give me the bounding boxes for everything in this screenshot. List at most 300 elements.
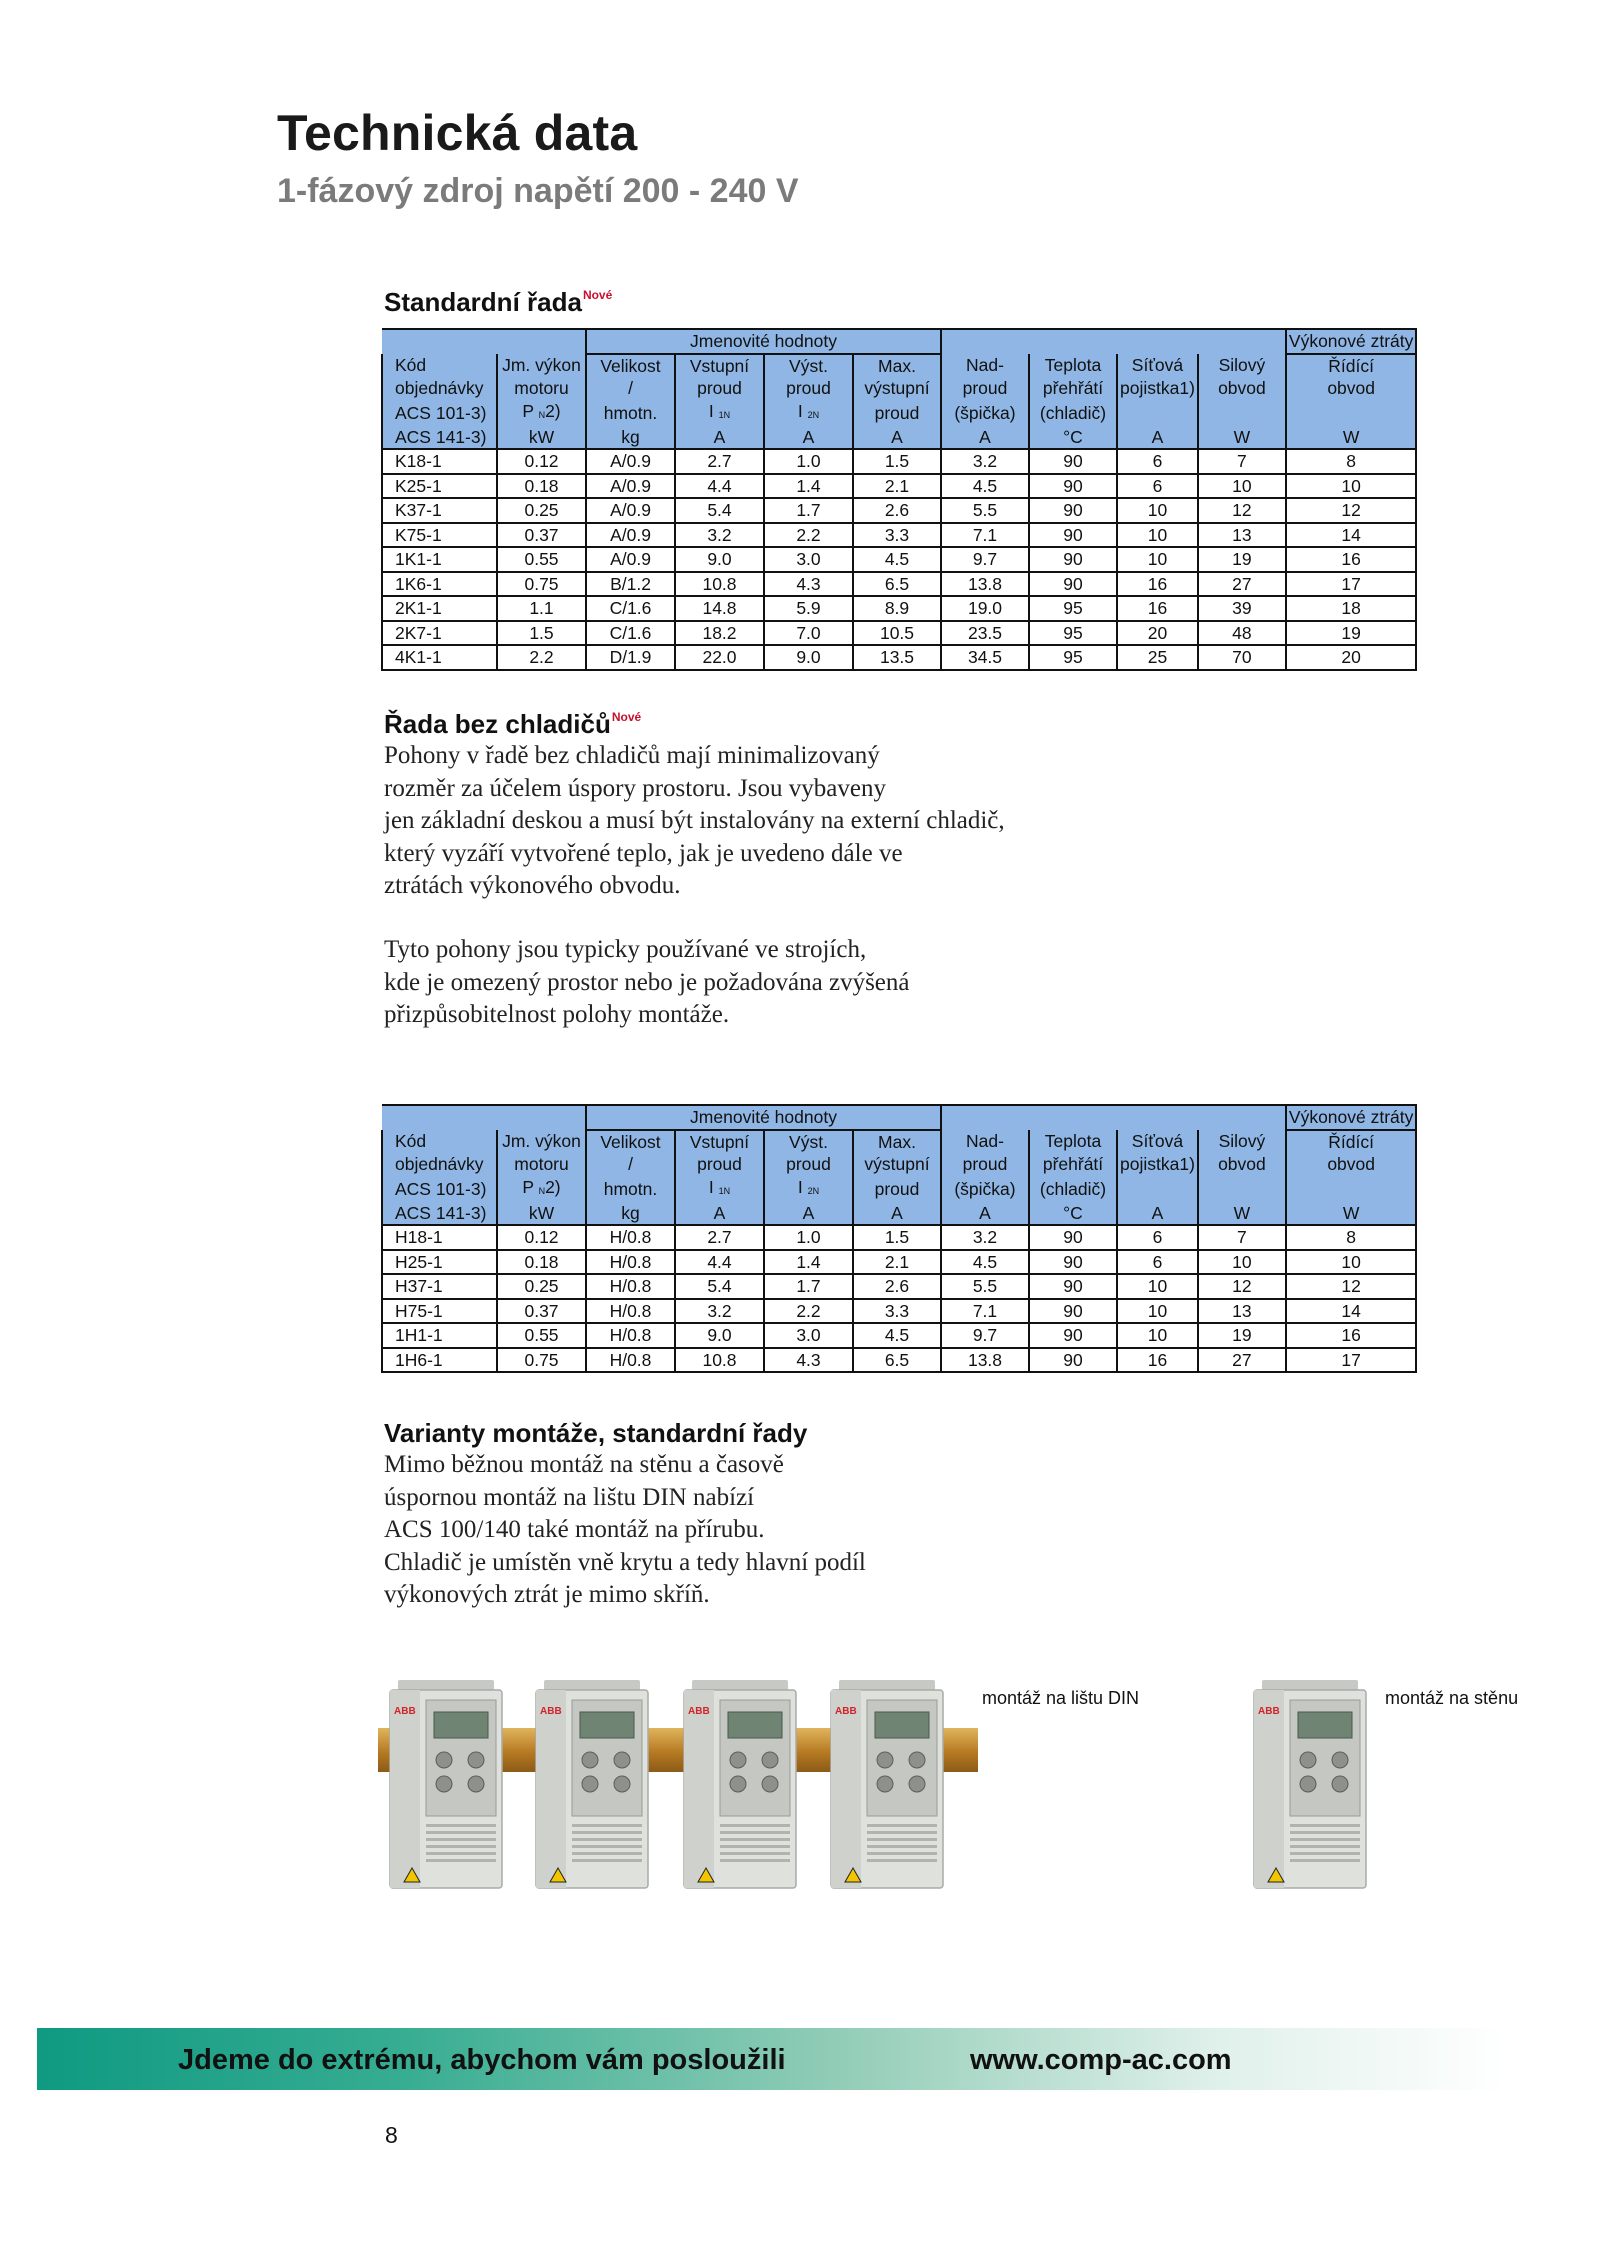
text-line: ACS 100/140 také montáž na přírubu. [384, 1516, 765, 1543]
header-cell-overcurrent: (špička) [941, 400, 1029, 426]
footnote-ref: 3) [470, 1178, 487, 1199]
table-cell: 90 [1029, 474, 1117, 499]
table-cell: 1.5 [853, 1225, 941, 1250]
table-cell: 10 [1286, 1250, 1417, 1275]
display [580, 1712, 634, 1738]
table-cell: D/1.9 [586, 645, 675, 670]
table-cell: 10 [1198, 1250, 1286, 1275]
header-row [382, 1105, 1416, 1130]
wall-mounting-caption: montáž na stěnu [1385, 1688, 1519, 1708]
header-cell [1198, 1105, 1286, 1130]
table-cell: A/0.9 [586, 449, 675, 474]
keypad-button [468, 1752, 484, 1768]
table-row [382, 596, 1416, 621]
table-row [382, 474, 1416, 499]
header-cell-power-loss: obvod [1198, 1153, 1286, 1176]
header-cell-power: Jm. výkon [497, 354, 586, 378]
header-cell-power-loss: W [1198, 1202, 1286, 1226]
header-cell [1029, 329, 1117, 354]
table-cell: 34.5 [941, 645, 1029, 670]
page-subtitle: 1-fázový zdroj napětí 200 - 240 V [277, 172, 799, 210]
new-badge: Nové [582, 288, 613, 303]
table-cell: 8 [1286, 449, 1417, 474]
text-line: přizpůsobitelnost polohy montáže. [384, 1001, 730, 1028]
din-rail-mounting-image [378, 1680, 978, 1900]
table-cell: 5.9 [764, 596, 853, 621]
header-row [382, 1176, 1416, 1202]
order-code-cell: H75-1 [382, 1299, 497, 1324]
table-cell: 4.3 [764, 572, 853, 597]
group-header-nominal: Jmenovité hodnoty [586, 329, 941, 354]
text-line: ztrátách výkonového obvodu. [384, 872, 681, 899]
vent-slot [720, 1824, 790, 1827]
table-cell: 5.5 [941, 498, 1029, 523]
table-cell: 19 [1286, 621, 1417, 646]
table-cell: H/0.8 [586, 1250, 675, 1275]
table-cell: 2.7 [675, 1225, 764, 1250]
header-cell [1117, 329, 1198, 354]
keypad-button [1300, 1752, 1316, 1768]
vent-slot [867, 1838, 937, 1841]
vent-slot [426, 1852, 496, 1855]
footnote-ref: 2) [545, 1176, 561, 1197]
table-row [382, 547, 1416, 572]
table-cell: A/0.9 [586, 547, 675, 572]
table-cell: 0.55 [497, 1323, 586, 1348]
header-cell-max: výstupní [853, 377, 941, 400]
vent-slot [1290, 1838, 1360, 1841]
group-header-losses: Výkonové ztráty [1286, 1105, 1417, 1130]
table-cell: 16 [1117, 1348, 1198, 1373]
table-cell: H/0.8 [586, 1323, 675, 1348]
brand-logo: ABB [1258, 1706, 1280, 1717]
table-body [382, 449, 1416, 670]
order-code-cell: H18-1 [382, 1225, 497, 1250]
table-cell: 6.5 [853, 1348, 941, 1373]
header-cell-code: ACS 101-3) [382, 400, 497, 426]
table-cell: 3.2 [941, 1225, 1029, 1250]
table-cell: 4.5 [941, 474, 1029, 499]
text-line: kde je omezený prostor nebo je požadována zvýšená [384, 968, 910, 996]
header-cell-fuse: Síťová [1117, 354, 1198, 378]
table-cell: 6 [1117, 449, 1198, 474]
table-cell: 3.3 [853, 523, 941, 548]
header-cell-size: hmotn. [586, 400, 675, 426]
table-cell: 4.4 [675, 474, 764, 499]
drive-unit [534, 1680, 650, 1895]
header-cell-temp: Teplota [1029, 354, 1117, 378]
header-row [382, 1153, 1416, 1176]
header-cell-temp: (chladič) [1029, 400, 1117, 426]
table-cell: 1.0 [764, 449, 853, 474]
footnote-ref: 3) [470, 426, 487, 447]
table-cell: 10 [1117, 1299, 1198, 1324]
header-cell-fuse [1117, 400, 1198, 426]
order-code-cell: 1K6-1 [382, 572, 497, 597]
header-cell-power-loss: Silový [1198, 1130, 1286, 1154]
table-cell: 0.55 [497, 547, 586, 572]
table-cell: A/0.9 [586, 474, 675, 499]
header-cell [1198, 329, 1286, 354]
header-cell-temp: °C [1029, 1202, 1117, 1226]
header-cell-input: I 1N [675, 1176, 764, 1202]
group-header-losses: Výkonové ztráty [1286, 329, 1417, 354]
table-cell: 17 [1286, 1348, 1417, 1373]
table-body [382, 1225, 1416, 1372]
text-line: Tyto pohony jsou typicky používané ve strojích, [384, 936, 867, 963]
header-cell-fuse: A [1117, 1202, 1198, 1226]
order-code-cell: K37-1 [382, 498, 497, 523]
table-cell: 8 [1286, 1225, 1417, 1250]
table-cell: 7.0 [764, 621, 853, 646]
text-line: úspornou montáž na lištu DIN nabízí [384, 1483, 755, 1511]
table-cell: 90 [1029, 547, 1117, 572]
header-cell-overcurrent: Nad- [941, 354, 1029, 378]
drive-unit [682, 1680, 798, 1895]
header-cell-temp: Teplota [1029, 1130, 1117, 1154]
table-cell: 90 [1029, 1250, 1117, 1275]
header-cell [497, 329, 586, 354]
text-line: jen základní deskou a musí být instalovány na externí chladič, [384, 807, 1005, 834]
keypad-button [730, 1776, 746, 1792]
keypad-button [436, 1752, 452, 1768]
wall-mounting-image [1250, 1680, 1390, 1900]
table-cell: H/0.8 [586, 1225, 675, 1250]
header-cell-temp: přehřátí [1029, 377, 1117, 400]
brand-logo: ABB [688, 1706, 710, 1717]
subscript: 2N [807, 409, 820, 420]
table-cell: 48 [1198, 621, 1286, 646]
table-cell: 22.0 [675, 645, 764, 670]
table-cell: 1.5 [497, 621, 586, 646]
table-row [382, 1274, 1416, 1299]
table-cell: 6.5 [853, 572, 941, 597]
new-badge: Nové [611, 710, 642, 725]
table-cell: 9.7 [941, 547, 1029, 572]
table-cell: 9.0 [675, 1323, 764, 1348]
table-row [382, 1299, 1416, 1324]
header-cell-input: proud [675, 1153, 764, 1176]
table-header [382, 1105, 1416, 1225]
header-cell-code: ACS 141-3) [382, 426, 497, 450]
header-cell-max: Max. [853, 354, 941, 378]
keypad-button [582, 1776, 598, 1792]
table-cell: 0.18 [497, 474, 586, 499]
header-cell-code: objednávky [382, 377, 497, 400]
table-cell: 0.37 [497, 1299, 586, 1324]
header-cell-overcurrent: proud [941, 1153, 1029, 1176]
footnote-ref: 1) [1179, 1154, 1195, 1175]
vent-slot [572, 1845, 642, 1848]
order-code-cell: 1K1-1 [382, 547, 497, 572]
header-cell-output: I 2N [764, 1176, 853, 1202]
table-cell: 4.3 [764, 1348, 853, 1373]
header-row [382, 354, 1416, 378]
text-line: výkonových ztrát je mimo skříň. [384, 1581, 710, 1608]
keypad-button [909, 1776, 925, 1792]
table-cell: 10 [1286, 474, 1417, 499]
table-header [382, 329, 1416, 449]
subscript: 1N [718, 409, 731, 420]
table-cell: 10.8 [675, 1348, 764, 1373]
header-cell-code: ACS 141-3) [382, 1202, 497, 1226]
table-cell: 7.1 [941, 1299, 1029, 1324]
header-cell-input: proud [675, 377, 764, 400]
table-row [382, 449, 1416, 474]
section-standard-heading-text: Standardní řada [384, 287, 582, 317]
header-cell-size: / [586, 377, 675, 400]
footer-slogan: Jdeme do extrému, abychom vám posloužili [178, 2044, 786, 2076]
drive-illustration [682, 1680, 798, 1890]
group-header-nominal: Jmenovité hodnoty [586, 1105, 941, 1130]
order-code-cell: 1H1-1 [382, 1323, 497, 1348]
vent-slot [572, 1838, 642, 1841]
text-line: který vyzáří vytvořené teplo, jak je uvedeno dále ve [384, 839, 903, 867]
footnote-ref: 1) [1179, 378, 1195, 399]
table-cell: 3.2 [675, 1299, 764, 1324]
order-code-cell: 2K7-1 [382, 621, 497, 646]
section-standard-heading [384, 287, 612, 318]
table-cell: 1.5 [853, 449, 941, 474]
table-cell: 10 [1117, 1274, 1198, 1299]
vent-slot [867, 1831, 937, 1834]
table-cell: 2.1 [853, 1250, 941, 1275]
table-cell: 39 [1198, 596, 1286, 621]
table-cell: 2.6 [853, 1274, 941, 1299]
vent-slot [1290, 1859, 1360, 1862]
vent-slot [720, 1852, 790, 1855]
table-row [382, 523, 1416, 548]
table-cell: 14.8 [675, 596, 764, 621]
order-code-cell: 4K1-1 [382, 645, 497, 670]
table-cell: 90 [1029, 1274, 1117, 1299]
table-cell: 12 [1286, 1274, 1417, 1299]
header-cell [941, 329, 1029, 354]
page-title: Technická data [277, 105, 638, 161]
header-cell-overcurrent: proud [941, 377, 1029, 400]
vent-slot [867, 1852, 937, 1855]
table-cell: 1.0 [764, 1225, 853, 1250]
vent-slot [867, 1824, 937, 1827]
table-cell: 5.5 [941, 1274, 1029, 1299]
footnote-ref: 2) [545, 400, 561, 421]
header-cell [1029, 1105, 1117, 1130]
order-code-cell: K25-1 [382, 474, 497, 499]
spec-table-heatsinkless [381, 1104, 1417, 1373]
header-cell-power: motoru [497, 1153, 586, 1176]
table-cell: 7 [1198, 449, 1286, 474]
brand-logo: ABB [540, 1706, 562, 1717]
header-cell-max: výstupní [853, 1153, 941, 1176]
table-cell: 16 [1286, 1323, 1417, 1348]
header-cell-fuse [1117, 1176, 1198, 1202]
header-cell-temp: přehřátí [1029, 1153, 1117, 1176]
vent-slot [572, 1831, 642, 1834]
table-cell: 14 [1286, 523, 1417, 548]
table-cell: 10.5 [853, 621, 941, 646]
spec-table-standard [381, 328, 1417, 671]
header-cell-control-loss [1286, 1176, 1417, 1202]
brand-logo: ABB [394, 1706, 416, 1717]
header-cell-power: motoru [497, 377, 586, 400]
table-cell: 13 [1198, 523, 1286, 548]
table-cell: 95 [1029, 596, 1117, 621]
table-cell: 2.2 [764, 523, 853, 548]
header-cell [497, 1105, 586, 1130]
vent-slot [426, 1838, 496, 1841]
table-cell: 95 [1029, 621, 1117, 646]
display [1298, 1712, 1352, 1738]
side-panel [684, 1690, 714, 1888]
vent-slot [572, 1824, 642, 1827]
header-row [382, 1202, 1416, 1226]
table-cell: 16 [1286, 547, 1417, 572]
table-cell: 12 [1286, 498, 1417, 523]
header-cell-fuse: A [1117, 426, 1198, 450]
keypad-button [614, 1752, 630, 1768]
header-cell-size: Velikost [586, 1130, 675, 1154]
header-cell-overcurrent: A [941, 1202, 1029, 1226]
table-cell: 23.5 [941, 621, 1029, 646]
header-cell-power-loss [1198, 1176, 1286, 1202]
header-cell-overcurrent: (špička) [941, 1176, 1029, 1202]
keypad-button [582, 1752, 598, 1768]
section-heatsinkless-heading-text: Řada bez chladičů [384, 709, 611, 739]
header-cell-output: I 2N [764, 400, 853, 426]
vent-slot [720, 1845, 790, 1848]
header-cell-temp: °C [1029, 426, 1117, 450]
mounting-paragraph [384, 1449, 866, 1612]
vent-slot [426, 1831, 496, 1834]
table-cell: 13 [1198, 1299, 1286, 1324]
table-cell: 3.2 [941, 449, 1029, 474]
keypad-button [614, 1776, 630, 1792]
din-mounting-caption: montáž na lištu DIN [982, 1688, 1140, 1708]
table-cell: 17 [1286, 572, 1417, 597]
display [434, 1712, 488, 1738]
table-cell: 3.0 [764, 1323, 853, 1348]
table-cell: H/0.8 [586, 1299, 675, 1324]
order-code-cell: K18-1 [382, 449, 497, 474]
table-cell: 0.18 [497, 1250, 586, 1275]
subscript: 2N [807, 1185, 820, 1196]
keypad-button [436, 1776, 452, 1792]
header-cell-power: P N2) [497, 1176, 586, 1202]
header-cell-fuse: pojistka1) [1117, 1153, 1198, 1176]
header-cell [1117, 1105, 1198, 1130]
table-cell: 12 [1198, 1274, 1286, 1299]
header-cell-output: proud [764, 377, 853, 400]
table-cell: 5.4 [675, 498, 764, 523]
table-cell: 1.4 [764, 474, 853, 499]
table-cell: 19.0 [941, 596, 1029, 621]
table-row [382, 1323, 1416, 1348]
header-cell-size: Velikost [586, 354, 675, 378]
vent-slot [867, 1845, 937, 1848]
table-cell: 4.5 [941, 1250, 1029, 1275]
table-cell: 5.4 [675, 1274, 764, 1299]
drive-unit [388, 1680, 504, 1895]
order-code-cell: 2K1-1 [382, 596, 497, 621]
text-line: Pohony v řadě bez chladičů mají minimalizovaný [384, 742, 880, 769]
table-cell: 95 [1029, 645, 1117, 670]
table-cell: 27 [1198, 572, 1286, 597]
header-cell-control-loss: obvod [1286, 377, 1417, 400]
side-panel [390, 1690, 420, 1888]
table-cell: 6 [1117, 1250, 1198, 1275]
table-cell: 0.25 [497, 1274, 586, 1299]
table-cell: 0.37 [497, 523, 586, 548]
table-cell: 10 [1117, 1323, 1198, 1348]
table-cell: 2.6 [853, 498, 941, 523]
table-cell: 13.8 [941, 1348, 1029, 1373]
header-cell-control-loss: W [1286, 426, 1417, 450]
table-row [382, 1348, 1416, 1373]
table-cell: 10.8 [675, 572, 764, 597]
keypad-button [468, 1776, 484, 1792]
table-cell: 1.1 [497, 596, 586, 621]
table-row [382, 621, 1416, 646]
heatsinkless-paragraph-2 [384, 934, 910, 1032]
table-cell: 90 [1029, 572, 1117, 597]
text-line: rozměr za účelem úspory prostoru. Jsou vybaveny [384, 774, 886, 802]
table-cell: 6 [1117, 474, 1198, 499]
text-line: Mimo běžnou montáž na stěnu a časově [384, 1451, 784, 1478]
table-cell: H/0.8 [586, 1274, 675, 1299]
vent-slot [572, 1852, 642, 1855]
header-row [382, 400, 1416, 426]
vent-slot [720, 1838, 790, 1841]
drive-unit [829, 1680, 945, 1895]
table-cell: 2.1 [853, 474, 941, 499]
table-cell: 16 [1117, 596, 1198, 621]
drive-unit [1252, 1680, 1368, 1895]
table-cell: 18.2 [675, 621, 764, 646]
table-cell: 9.7 [941, 1323, 1029, 1348]
keypad-button [877, 1752, 893, 1768]
brand-logo: ABB [835, 1706, 857, 1717]
header-cell [382, 329, 497, 354]
subscript: N [538, 1185, 546, 1196]
table-cell: 90 [1029, 1225, 1117, 1250]
table-cell: 0.75 [497, 1348, 586, 1373]
header-cell-output: A [764, 426, 853, 450]
drive-illustration [534, 1680, 650, 1890]
header-cell [382, 1105, 497, 1130]
table-cell: 27 [1198, 1348, 1286, 1373]
header-cell-output: proud [764, 1153, 853, 1176]
header-cell-input: A [675, 426, 764, 450]
table-cell: 8.9 [853, 596, 941, 621]
table-cell: 0.12 [497, 1225, 586, 1250]
header-cell-control-loss: Řídící [1286, 1130, 1417, 1154]
footer-website-link[interactable]: www.comp-ac.com [970, 2044, 1232, 2076]
vent-slot [1290, 1845, 1360, 1848]
table-cell: 18 [1286, 596, 1417, 621]
header-cell-fuse: Síťová [1117, 1130, 1198, 1154]
vent-slot [1290, 1831, 1360, 1834]
table-cell: 13.5 [853, 645, 941, 670]
header-cell-power: Jm. výkon [497, 1130, 586, 1154]
table-cell: 9.0 [764, 645, 853, 670]
table-cell: 20 [1286, 645, 1417, 670]
table-cell: 12 [1198, 498, 1286, 523]
header-cell-power: kW [497, 1202, 586, 1226]
header-cell-power-loss [1198, 400, 1286, 426]
header-cell-code: Kód [382, 354, 497, 378]
vent-slot [720, 1859, 790, 1862]
table-row [382, 572, 1416, 597]
